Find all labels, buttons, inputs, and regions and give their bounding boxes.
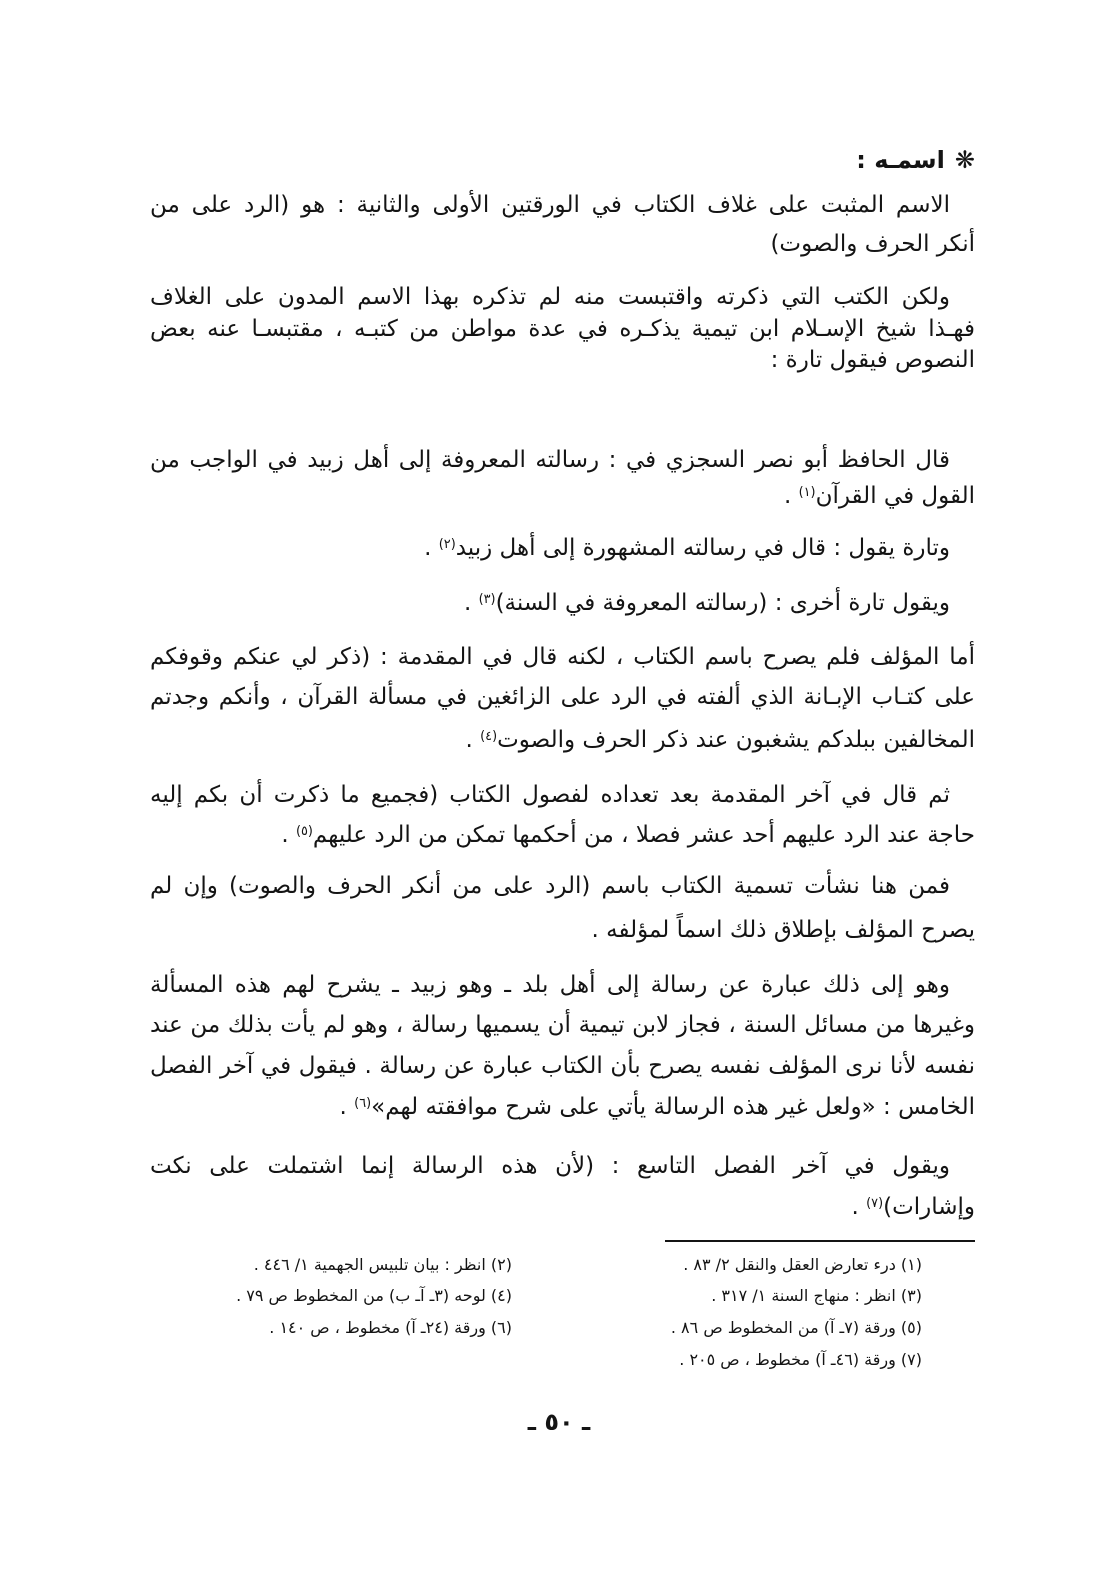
text-line (150, 476, 975, 516)
text-line: ثم قال في آخر المقدمة بعد تعداده لفصول الكتاب (فجميع ما ذكرت أن بكم إليه (150, 782, 950, 808)
footnote-marker: (١) (798, 484, 816, 500)
text-line (150, 583, 950, 623)
text-line: فهـذا شيخ الإسـلام ابن تيمية يذكـره في عدة مواطن من كتبـه ، مقتبسـا عنه بعض (150, 316, 975, 342)
footnote-marker: (٧) (866, 1195, 884, 1211)
footnote-6: (٦) ورقة (٢٤ـ آ) مخطوط ، ص ١٤٠ . (269, 1318, 512, 1337)
section-heading (575, 140, 975, 180)
line-text: وتارة يقول : قال في رسالته المشهورة إلى أهل زبيد (455, 535, 950, 561)
line-text: حاجة عند الرد عليهم أحد عشر فصلا ، من أحكمها تمكن من الرد عليهم (312, 822, 975, 848)
text-line: وغيرها من مسائل السنة ، فجاز لابن تيمية أن يسميها رسالة ، وهو لم يأت بذلك من عند (150, 1012, 975, 1038)
page-number: ـ ٥٠ ـ (527, 1408, 591, 1436)
footnote-marker: (٦) (354, 1095, 372, 1111)
line-tail: . (465, 727, 481, 753)
footnote-marker: (٣) (478, 591, 496, 607)
text-line: ولكن الكتب التي ذكرته واقتبست منه لم تذكره بهذا الاسم المدون على الغلاف (150, 284, 950, 310)
text-line (150, 720, 975, 760)
footnote-marker: (٥) (295, 823, 313, 839)
text-line: أما المؤلف فلم يصرح باسم الكتاب ، لكنه قال في المقدمة : (ذكر لي عنكم وقوفكم (150, 644, 975, 670)
line-tail: . (424, 535, 439, 561)
text-line: قال الحافظ أبو نصر السجزي في : رسالته المعروفة إلى أهل زبيد في الواجب من (150, 447, 950, 473)
footnote-5: (٥) ورقة (٧ـ آ) من المخطوط ص ٨٦ . (670, 1318, 922, 1337)
text-line: على كتـاب الإبـانة الذي ألفته في الرد على الزائغين في مسألة القرآن ، وأنكم وجدتم (150, 684, 975, 710)
footnote-1: (١) درء تعارض العقل والنقل ٢/ ٨٣ . (683, 1255, 922, 1274)
text-line: الاسم المثبت على غلاف الكتاب في الورقتين الأولى والثانية : هو (الرد على من (150, 192, 950, 218)
text-line: ويقول في آخر الفصل التاسع : (لأن هذه الرسالة إنما اشتملت على نكت (150, 1153, 950, 1179)
text-line: النصوص فيقول تارة : (770, 347, 975, 373)
footnote-3: (٣) انظر : منهاج السنة ١/ ٣١٧ . (711, 1286, 922, 1305)
line-text: الخامس : «ولعل غير هذه الرسالة يأتي على شرح موافقته لهم» (371, 1094, 975, 1120)
text-line (150, 815, 975, 855)
text-line: فمن هنا نشأت تسمية الكتاب باسم (الرد على من أنكر الحرف والصوت) وإن لم (150, 873, 950, 899)
asterisk-ornament-icon: ❋ (954, 146, 975, 174)
line-text: المخالفين ببلدكم يشغبون عند ذكر الحرف والصوت (497, 727, 975, 753)
footnote-divider (665, 1240, 975, 1242)
line-tail: . (463, 590, 479, 616)
text-line (150, 1187, 975, 1227)
footnote-marker: (٤) (480, 728, 498, 744)
footnote-4: (٤) لوحه (٣ـ آـ ب) من المخطوط ص ٧٩ . (236, 1286, 512, 1305)
line-tail: . (281, 822, 296, 848)
text-line (150, 528, 950, 568)
section-heading-title: اسمـه : (856, 146, 945, 174)
text-line: نفسه لأنا نرى المؤلف نفسه يصرح بأن الكتاب عبارة عن رسالة . فيقول في آخر الفصل (150, 1053, 975, 1079)
line-text: وإشارات) (883, 1194, 975, 1220)
text-line (150, 1087, 975, 1127)
text-line: أنكر الحرف والصوت) (770, 231, 975, 257)
footnote-2: (٢) انظر : بيان تلبيس الجهمية ١/ ٤٤٦ . (253, 1255, 512, 1274)
footnote-marker: (٢) (438, 536, 456, 552)
line-tail: . (783, 483, 799, 509)
line-text: القول في القرآن (815, 483, 975, 509)
line-tail: . (851, 1194, 867, 1220)
text-line: يصرح المؤلف بإطلاق ذلك اسماً لمؤلفه . (591, 917, 975, 943)
line-tail: . (339, 1094, 355, 1120)
text-line: وهو إلى ذلك عبارة عن رسالة إلى أهل بلد ـ وهو زبيد ـ يشرح لهم هذه المسألة (150, 972, 950, 998)
line-text: ويقول تارة أخرى : (رسالته المعروفة في السنة) (495, 590, 950, 616)
footnote-7: (٧) ورقة (٤٦ـ آ) مخطوط ، ص ٢٠٥ . (679, 1350, 922, 1369)
